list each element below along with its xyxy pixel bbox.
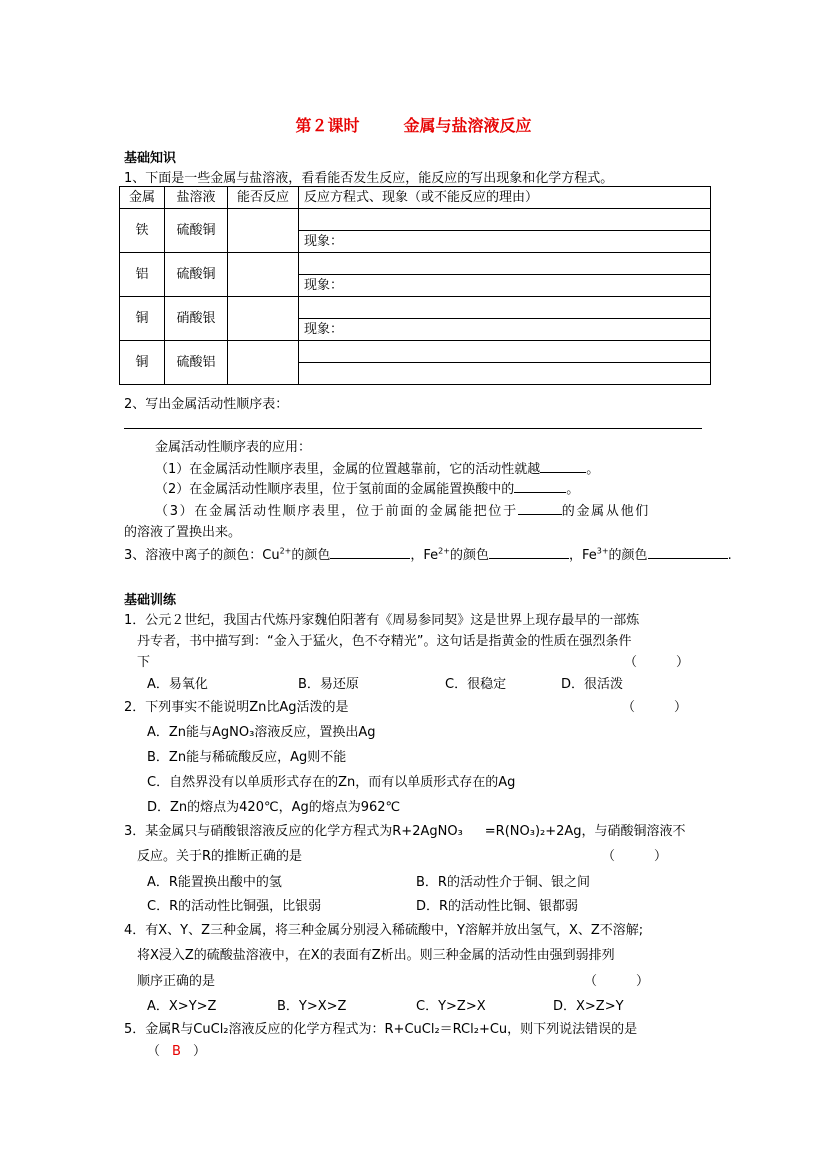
blank-field[interactable] — [489, 545, 569, 559]
option-c[interactable]: C．Y>Z>X — [416, 999, 486, 1014]
blank-field[interactable] — [514, 479, 566, 493]
cell-equation[interactable] — [299, 209, 711, 231]
option-d[interactable]: D．R的活动性比铜、银都弱 — [416, 899, 579, 914]
table-row — [120, 297, 711, 319]
table-header-row — [120, 187, 711, 209]
option-a[interactable]: A．易氧化 — [147, 677, 208, 692]
cell-salt: 硝酸银 — [165, 297, 228, 341]
option-b[interactable]: B．Y>X>Z — [277, 999, 347, 1014]
training-q4-line3: 顺序正确的是 — [137, 974, 216, 989]
table-row — [120, 209, 711, 231]
header-can-react: 能否反应 — [228, 187, 299, 209]
training-q1-line1: 1．公元２世纪，我国古代炼丹家魏伯阳著有《周易参同契》这是世界上现存最早的一部炼 — [124, 613, 640, 628]
option-d[interactable]: D．很活泼 — [561, 677, 624, 692]
answer-paren[interactable]: （ ） — [584, 974, 650, 989]
answer-line[interactable] — [124, 427, 702, 429]
cell-equation[interactable] — [299, 297, 711, 319]
cell-metal: 铜 — [120, 341, 165, 385]
header-salt: 盐溶液 — [165, 187, 228, 209]
training-q1-line3: 下 — [137, 655, 151, 670]
cell-phenomenon[interactable]: 现象： — [299, 231, 711, 253]
blank-field[interactable] — [330, 545, 410, 559]
lesson-topic: 金属与盐溶液反应 — [403, 116, 532, 135]
blank-field[interactable] — [648, 545, 728, 559]
cell-phenomenon[interactable] — [299, 363, 711, 385]
cell-equation[interactable] — [299, 253, 711, 275]
cell-can-react[interactable] — [228, 209, 299, 253]
answer-paren[interactable]: （ ） — [622, 700, 688, 715]
page-title — [0, 113, 827, 136]
section-heading-basic-knowledge: 基础知识 — [124, 151, 177, 166]
table-row — [120, 253, 711, 275]
training-q2-stem: 2．下列事实不能说明Zn比Ag活泼的是 — [124, 700, 349, 715]
table-row — [120, 341, 711, 363]
header-metal: 金属 — [120, 187, 165, 209]
answer-paren[interactable]: （ ） — [602, 849, 668, 864]
answer-mark: B — [172, 1044, 181, 1059]
cell-salt: 硫酸铝 — [165, 341, 228, 385]
cell-salt: 硫酸铜 — [165, 253, 228, 297]
cell-salt: 硫酸铜 — [165, 209, 228, 253]
cell-metal: 铝 — [120, 253, 165, 297]
question-3-text: 3、溶液中离子的颜色：$Cu^{2+}$的颜色 ，$Fe^{2+}$的颜色 ，$Fe^{3+}$的颜色 . — [124, 546, 732, 563]
blank-field[interactable] — [540, 459, 586, 473]
option-a[interactable]: A．Zn能与AgNO₃溶液反应，置换出Ag — [147, 725, 376, 740]
training-q4-line2: 将X浸入Z的硫酸盐溶液中，在X的表面有Z析出。则三种金属的活动性由强到弱排列 — [137, 948, 615, 963]
application-2: （2）在金属活动性顺序表里，位于氢前面的金属能置换酸中的 。 — [155, 478, 579, 497]
application-1: （1）在金属活动性顺序表里，金属的位置越靠前，它的活动性就越 。 — [155, 458, 599, 477]
training-q4-line1: 4．有X、Y、Z三种金属，将三种金属分别浸入稀硫酸中，Y溶解并放出氢气，X、Z不溶解; — [124, 923, 644, 938]
training-q5-answer[interactable]: （ B ） — [147, 1044, 206, 1059]
training-q5-line1: 5．金属R与CuCl₂溶液反应的化学方程式为：R+CuCl₂＝RCl₂+Cu，则下列说法错误的是 — [124, 1022, 638, 1037]
answer-paren[interactable]: （ ） — [624, 655, 690, 670]
option-d[interactable]: D．Zn的熔点为420℃，Ag的熔点为962℃ — [147, 800, 401, 815]
header-equation: 反应方程式、现象（或不能反应的理由） — [299, 187, 711, 209]
training-q3-line2: 反应。关于R的推断正确的是 — [137, 849, 303, 864]
training-q1-line2: 丹专者，书中描写到：“金入于猛火，色不夺精光”。这句话是指黄金的性质在强烈条件 — [137, 634, 632, 649]
application-3: （3）在金属活动性顺序表里，位于前面的金属能把位于 的金属从他们 — [155, 500, 650, 519]
cell-phenomenon[interactable]: 现象： — [299, 275, 711, 297]
lesson-number: 第２课时 — [295, 116, 360, 135]
application-3-cont: 的溶液了置换出来。 — [124, 525, 242, 540]
application-title: 金属活动性顺序表的应用： — [155, 440, 312, 455]
question-2-text: 2、写出金属活动性顺序表： — [124, 397, 289, 412]
cell-equation[interactable] — [299, 341, 711, 363]
option-a[interactable]: A．X>Y>Z — [147, 999, 217, 1014]
option-c[interactable]: C．R的活动性比铜强，比银弱 — [147, 899, 322, 914]
section-heading-basic-training: 基础训练 — [124, 593, 177, 608]
cell-can-react[interactable] — [228, 253, 299, 297]
training-q3-line1: 3．某金属只与硝酸银溶液反应的化学方程式为R+2AgNO₃ =R(NO₃)₂+2Ag，与硝酸铜溶液不 — [124, 824, 686, 839]
cell-metal: 铜 — [120, 297, 165, 341]
option-d[interactable]: D．X>Z>Y — [553, 999, 624, 1014]
cell-can-react[interactable] — [228, 297, 299, 341]
option-a[interactable]: A．R能置换出酸中的氢 — [147, 875, 282, 890]
option-b[interactable]: B．Zn能与稀硫酸反应，Ag则不能 — [147, 750, 347, 765]
cell-can-react[interactable] — [228, 341, 299, 385]
reaction-table — [119, 186, 711, 385]
option-c[interactable]: C．很稳定 — [445, 677, 507, 692]
cell-metal: 铁 — [120, 209, 165, 253]
cell-phenomenon[interactable]: 现象： — [299, 319, 711, 341]
option-c[interactable]: C．自然界没有以单质形式存在的Zn，而有以单质形式存在的Ag — [147, 775, 516, 790]
question-1-text: 1、下面是一些金属与盐溶液，看看能否发生反应，能反应的写出现象和化学方程式。 — [124, 171, 614, 186]
blank-field[interactable] — [518, 501, 562, 515]
option-b[interactable]: B．易还原 — [298, 677, 359, 692]
option-b[interactable]: B．R的活动性介于铜、银之间 — [416, 875, 590, 890]
